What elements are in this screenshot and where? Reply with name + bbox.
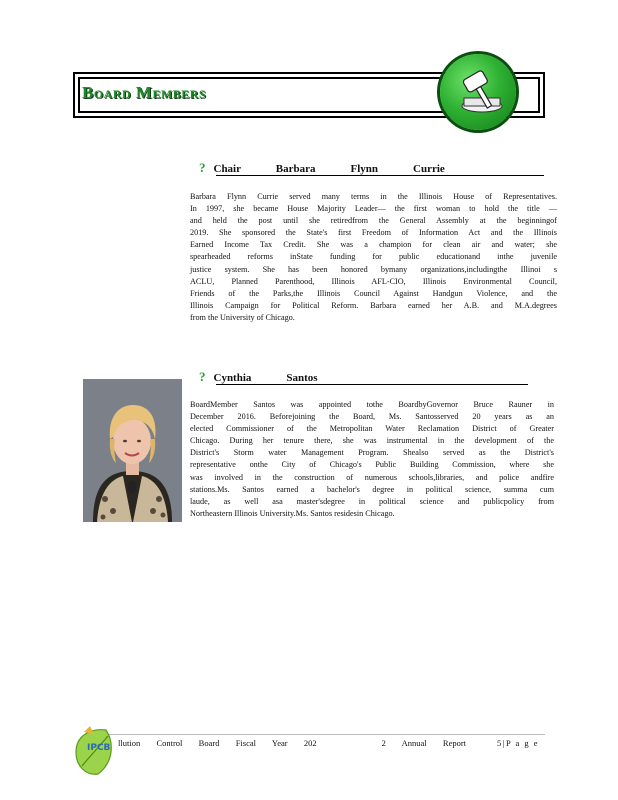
member-heading-1 <box>199 160 445 176</box>
member-name-1: Chair Barbara Flynn Currie <box>213 163 445 175</box>
bio-line: spearheaded reforms inState funding for public educationand inthe juvenile <box>190 252 557 262</box>
bio-line: Friends of the Parks,the Illinois Council Against Handgun Violence, and the <box>190 288 557 298</box>
footer-report-title: llution Control Board Fiscal Year 202 2 Annual Report <box>118 738 467 748</box>
member-bio-1 <box>190 191 557 324</box>
bio-line: Barbara Flynn Currie served many terms in the Illinois House of Representatives. <box>190 192 557 201</box>
bio-line: Northeastern Illinois University.Ms. Santos residesin Chicago. <box>190 508 395 518</box>
leaf-logo-icon <box>70 722 122 778</box>
question-mark-icon: ? <box>199 369 206 384</box>
heading-underline-2 <box>216 384 528 385</box>
bio-line: representative onthe City of Chicago's Public Building Commission, where she <box>190 460 554 470</box>
bio-line: ACLU, Planned Parenthood, Illinois AFL-CIO, Illinois Environmental Council, <box>190 276 557 286</box>
bio-line: Chicago. During her tenure there, she was instrumental in the development of the <box>190 436 554 446</box>
bio-line: BoardMember Santos was appointed tothe BoardbyGovernor Bruce Rauner in <box>190 400 554 409</box>
bio-line: December 2016. Beforejoining the Board, Ms. Santosserved 20 years as an <box>190 412 554 422</box>
bio-line: 2019. She sponsored the State's first Freedom of Information Act and the Illinois <box>190 228 557 238</box>
member-bio-2 <box>190 399 554 520</box>
page-title: Board Members <box>82 83 207 102</box>
bio-line: laude, as well asa master'sdegree in political science and publicpolicy from <box>190 496 554 506</box>
member-photo <box>83 379 182 522</box>
question-mark-icon: ? <box>199 160 206 175</box>
portrait-image <box>83 379 182 522</box>
bio-line: Illinois Campaign for Political Reform. Barbara earned her A.B. and M.A.degrees <box>190 300 557 310</box>
bio-line: was involved in the construction of numerous schools,libraries, and police andfire <box>190 472 554 482</box>
bio-line: and held the post until she retiredfrom the General Assembly at the beginningof <box>190 216 557 226</box>
heading-underline-1 <box>216 175 544 176</box>
member-heading-2 <box>199 369 318 385</box>
bio-line: justice system. She has been honored bymany organizations,includingthe Illinoi s <box>190 264 557 274</box>
gavel-logo <box>440 54 516 130</box>
bio-line: elected Commissioner of the Metropolitan Water Reclamation District of Greater <box>190 424 554 434</box>
gavel-icon <box>440 54 516 130</box>
footer-page-number: 5|P a g e <box>497 738 540 748</box>
bio-line: stations.Ms. Santos earned a bachelor's degree in political science, summa cum <box>190 484 554 494</box>
svg-text:IPCB: IPCB <box>87 743 111 753</box>
member-name-2: Cynthia Santos <box>213 372 318 384</box>
bio-line: from the University of Chicago. <box>190 312 295 322</box>
bio-line: Earned Income Tax Credit. She was a champion for clean air and water; she <box>190 240 557 250</box>
bio-line: In 1997, she became House Majority Leader— the first woman to hold the title — <box>190 204 557 214</box>
footer-divider <box>108 734 545 735</box>
bio-line: District's Storm water Management Program. Shealso served as the District's <box>190 448 554 458</box>
